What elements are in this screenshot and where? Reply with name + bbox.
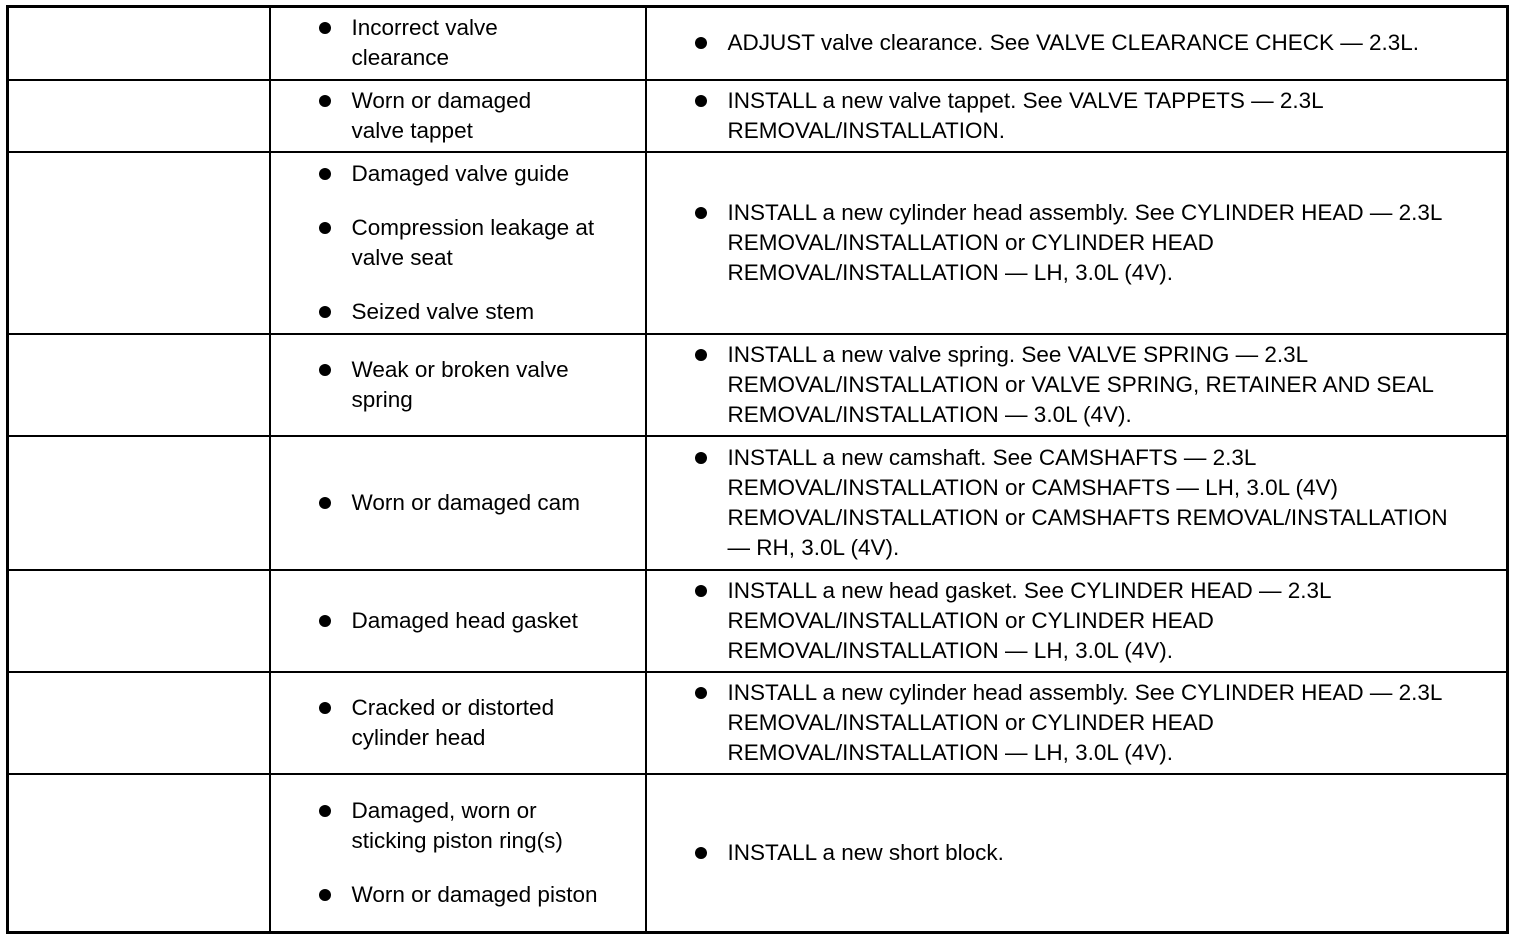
action-item: INSTALL a new valve spring. See VALVE SPRING — 2.3L REMOVAL/INSTALLATION or VALVE SPRING, RETAINER AND SEAL REMOVAL/INSTALLATION — 3.0L (4V). [693, 340, 1498, 430]
action-cell [646, 80, 1508, 152]
cause-item: Seized valve stem [317, 297, 612, 327]
cause-item: Damaged valve guide [317, 159, 612, 189]
cause-item: Worn or damaged cam [317, 488, 642, 518]
cause-item: Damaged head gasket [317, 606, 642, 636]
table-row [8, 80, 1508, 152]
table-row [8, 774, 1508, 933]
cause-item: Worn or damaged valve tappet [317, 86, 582, 146]
action-cell [646, 436, 1508, 570]
table-row [8, 672, 1508, 774]
cause-cell [270, 7, 646, 80]
cause-item: Cracked or distorted cylinder head [317, 693, 602, 753]
action-item: INSTALL a new head gasket. See CYLINDER HEAD — 2.3L REMOVAL/INSTALLATION or CYLINDER HEAD REMOVAL/INSTALLATION — LH, 3.0L (4V). [693, 576, 1458, 666]
action-cell [646, 7, 1508, 80]
condition-cell [8, 7, 270, 80]
action-item: ADJUST valve clearance. See VALVE CLEARANCE CHECK — 2.3L. [693, 28, 1428, 58]
action-item: INSTALL a new short block. [693, 838, 1458, 868]
condition-cell [8, 436, 270, 570]
condition-cell [8, 334, 270, 436]
condition-cell [8, 672, 270, 774]
table-row [8, 7, 1508, 80]
cause-cell [270, 80, 646, 152]
cause-cell [270, 152, 646, 334]
cause-cell [270, 334, 646, 436]
cause-cell [270, 436, 646, 570]
condition-cell [8, 774, 270, 933]
action-cell [646, 152, 1508, 334]
action-item: INSTALL a new valve tappet. See VALVE TAPPETS — 2.3L REMOVAL/INSTALLATION. [693, 86, 1428, 146]
action-item: INSTALL a new camshaft. See CAMSHAFTS — 2.3L REMOVAL/INSTALLATION or CAMSHAFTS — LH, 3.0L (4V) REMOVAL/INSTALLATION or CAMSHAFTS REMOVAL/INSTALLATION — RH, 3.0L (4V). [693, 443, 1458, 563]
cause-cell [270, 774, 646, 933]
action-cell [646, 774, 1508, 933]
cause-item: Damaged, worn or sticking piston ring(s) [317, 796, 602, 856]
diagnosis-table [6, 5, 1509, 934]
condition-cell [8, 152, 270, 334]
action-cell [646, 570, 1508, 672]
table-row [8, 570, 1508, 672]
cause-item: Incorrect valve clearance [317, 13, 582, 73]
action-cell [646, 672, 1508, 774]
cause-cell [270, 570, 646, 672]
cause-item: Worn or damaged piston [317, 880, 602, 910]
condition-cell [8, 570, 270, 672]
cause-item: Compression leakage at valve seat [317, 213, 612, 273]
action-item: INSTALL a new cylinder head assembly. See CYLINDER HEAD — 2.3L REMOVAL/INSTALLATION or CYLINDER HEAD REMOVAL/INSTALLATION — LH, 3.0L (4V). [693, 678, 1488, 768]
table-row [8, 334, 1508, 436]
action-item: INSTALL a new cylinder head assembly. See CYLINDER HEAD — 2.3L REMOVAL/INSTALLATION or CYLINDER HEAD REMOVAL/INSTALLATION — LH, 3.0L (4V). [693, 198, 1488, 288]
table-row [8, 436, 1508, 570]
action-cell [646, 334, 1508, 436]
table-row [8, 152, 1508, 334]
condition-cell [8, 80, 270, 152]
cause-cell [270, 672, 646, 774]
cause-item: Weak or broken valve spring [317, 355, 612, 415]
